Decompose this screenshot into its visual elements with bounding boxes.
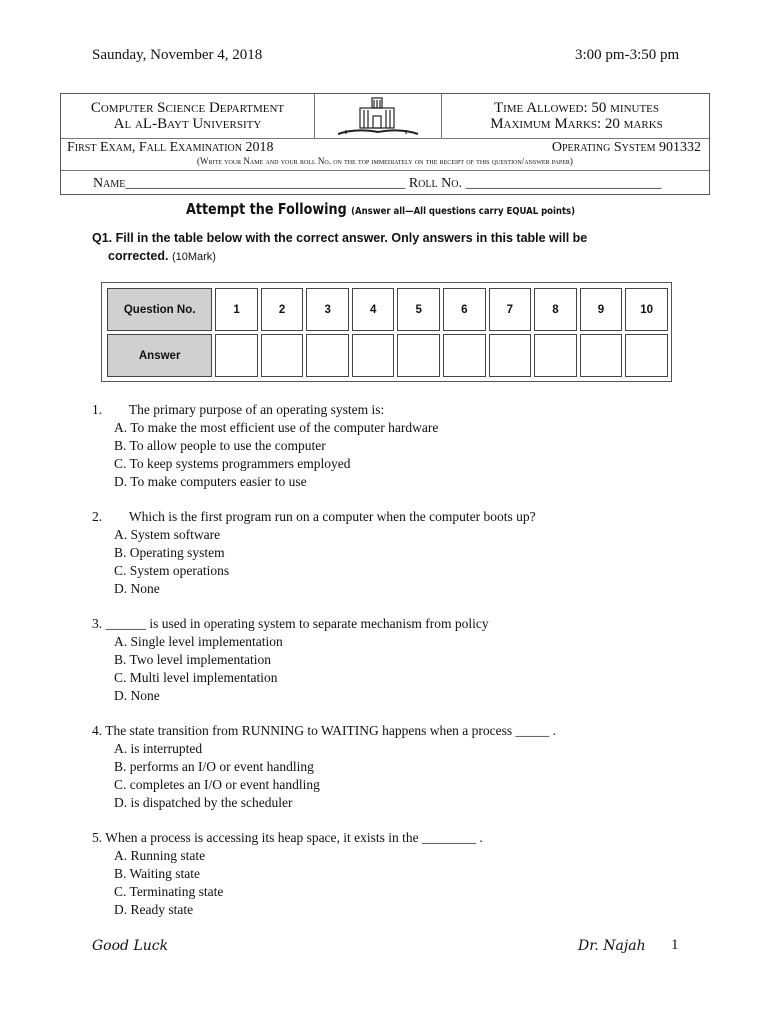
question-number-2: 2 [261,288,304,331]
option-d: D. None [114,581,160,596]
question-number-9: 9 [580,288,623,331]
question-stem: 1. The primary purpose of an operating system is: [92,402,385,417]
question-stem: 4. The state transition from RUNNING to WAITING happens when a process _____ . [92,723,557,738]
answer-cell-3[interactable] [306,334,349,377]
option-a: A. is interrupted [114,741,203,756]
option-b: B. Operating system [114,545,225,560]
option-c: C. System operations [114,563,230,578]
name-roll-line: Name________________________________________ Roll No. ____________________________ [93,176,662,191]
attempt-subtitle: (Answer all—All questions carry EQUAL points) [351,206,575,217]
answer-cell-5[interactable] [397,334,440,377]
exam-title: First Exam, Fall Examination 2018 [67,140,274,155]
answer-cell-9[interactable] [580,334,623,377]
option-a: A. Single level implementation [114,634,283,649]
option-b: B. Waiting state [114,866,201,881]
option-a: A. System software [114,527,221,542]
answer-cell-8[interactable] [534,334,577,377]
exam-time: 3:00 pm-3:50 pm [575,47,680,63]
university: Al aL-Bayt University [113,116,262,132]
option-c: C. Terminating state [114,884,224,899]
question-stem: 2. Which is the first program run on a computer when the computer boots up? [92,509,536,524]
footer-good-luck: Good Luck [92,938,169,954]
university-logo [316,94,440,138]
option-c: C. Multi level implementation [114,670,278,685]
question-number-8: 8 [534,288,577,331]
header-exam-limits [441,94,711,138]
page-number: 1 [671,937,679,953]
header-institution [61,94,315,138]
question-number-1: 1 [215,288,258,331]
question-stem: 5. When a process is accessing its heap space, it exists in the ________ . [92,830,483,845]
question-2 [92,508,536,598]
answer-cell-1[interactable] [215,334,258,377]
question-number-10: 10 [625,288,668,331]
exam-instructions: (Write your Name and your roll No. on the top immediately on the receipt of this question/answer paper) [197,156,573,166]
attempt-title: Attempt the Following [186,200,347,218]
question-number-7: 7 [489,288,532,331]
option-b: B. performs an I/O or event handling [114,759,314,774]
course-code: Operating System 901332 [551,140,701,155]
question-number-6: 6 [443,288,486,331]
max-marks: Maximum Marks: 20 marks [490,116,663,132]
answer-cell-2[interactable] [261,334,304,377]
option-c: C. completes an I/O or event handling [114,777,320,792]
option-a: A. To make the most efficient use of the computer hardware [114,420,439,435]
option-d: D. To make computers easier to use [114,474,307,489]
answer-cell-7[interactable] [489,334,532,377]
question-number-3: 3 [306,288,349,331]
answer-row-header: Answer [107,334,212,377]
question-3 [92,615,489,705]
time-allowed: Time Allowed: 50 minutes [493,100,660,116]
option-b: B. To allow people to use the computer [114,438,326,453]
department: Computer Science Department [90,100,285,116]
footer-author: Dr. Najah [578,938,646,954]
option-c: C. To keep systems programmers employed [114,456,351,471]
option-b: B. Two level implementation [114,652,272,667]
attempt-heading [186,200,575,218]
option-d: D. is dispatched by the scheduler [114,795,293,810]
question-number-4: 4 [352,288,395,331]
answer-cell-6[interactable] [443,334,486,377]
question-number-5: 5 [397,288,440,331]
answer-cell-4[interactable] [352,334,395,377]
exam-header [60,93,710,195]
question-1-instructions [92,229,652,266]
question-stem: 3. ______ is used in operating system to separate mechanism from policy [92,616,489,631]
answer-cell-10[interactable] [625,334,668,377]
question-4 [92,722,556,812]
option-d: D. None [114,688,160,703]
q1-line-2: corrected. [108,249,169,263]
question-no-header: Question No. [107,288,212,331]
q1-line-1: Q1. Fill in the table below with the correct answer. Only answers in this table will be [92,231,588,245]
option-a: A. Running state [114,848,206,863]
question-5 [92,829,483,919]
answer-table [101,282,672,382]
q1-marks: (10Mark) [171,251,216,263]
option-d: D. Ready state [114,902,194,917]
exam-date: Saunday, November 4, 2018 [92,47,263,63]
question-1 [92,401,438,491]
